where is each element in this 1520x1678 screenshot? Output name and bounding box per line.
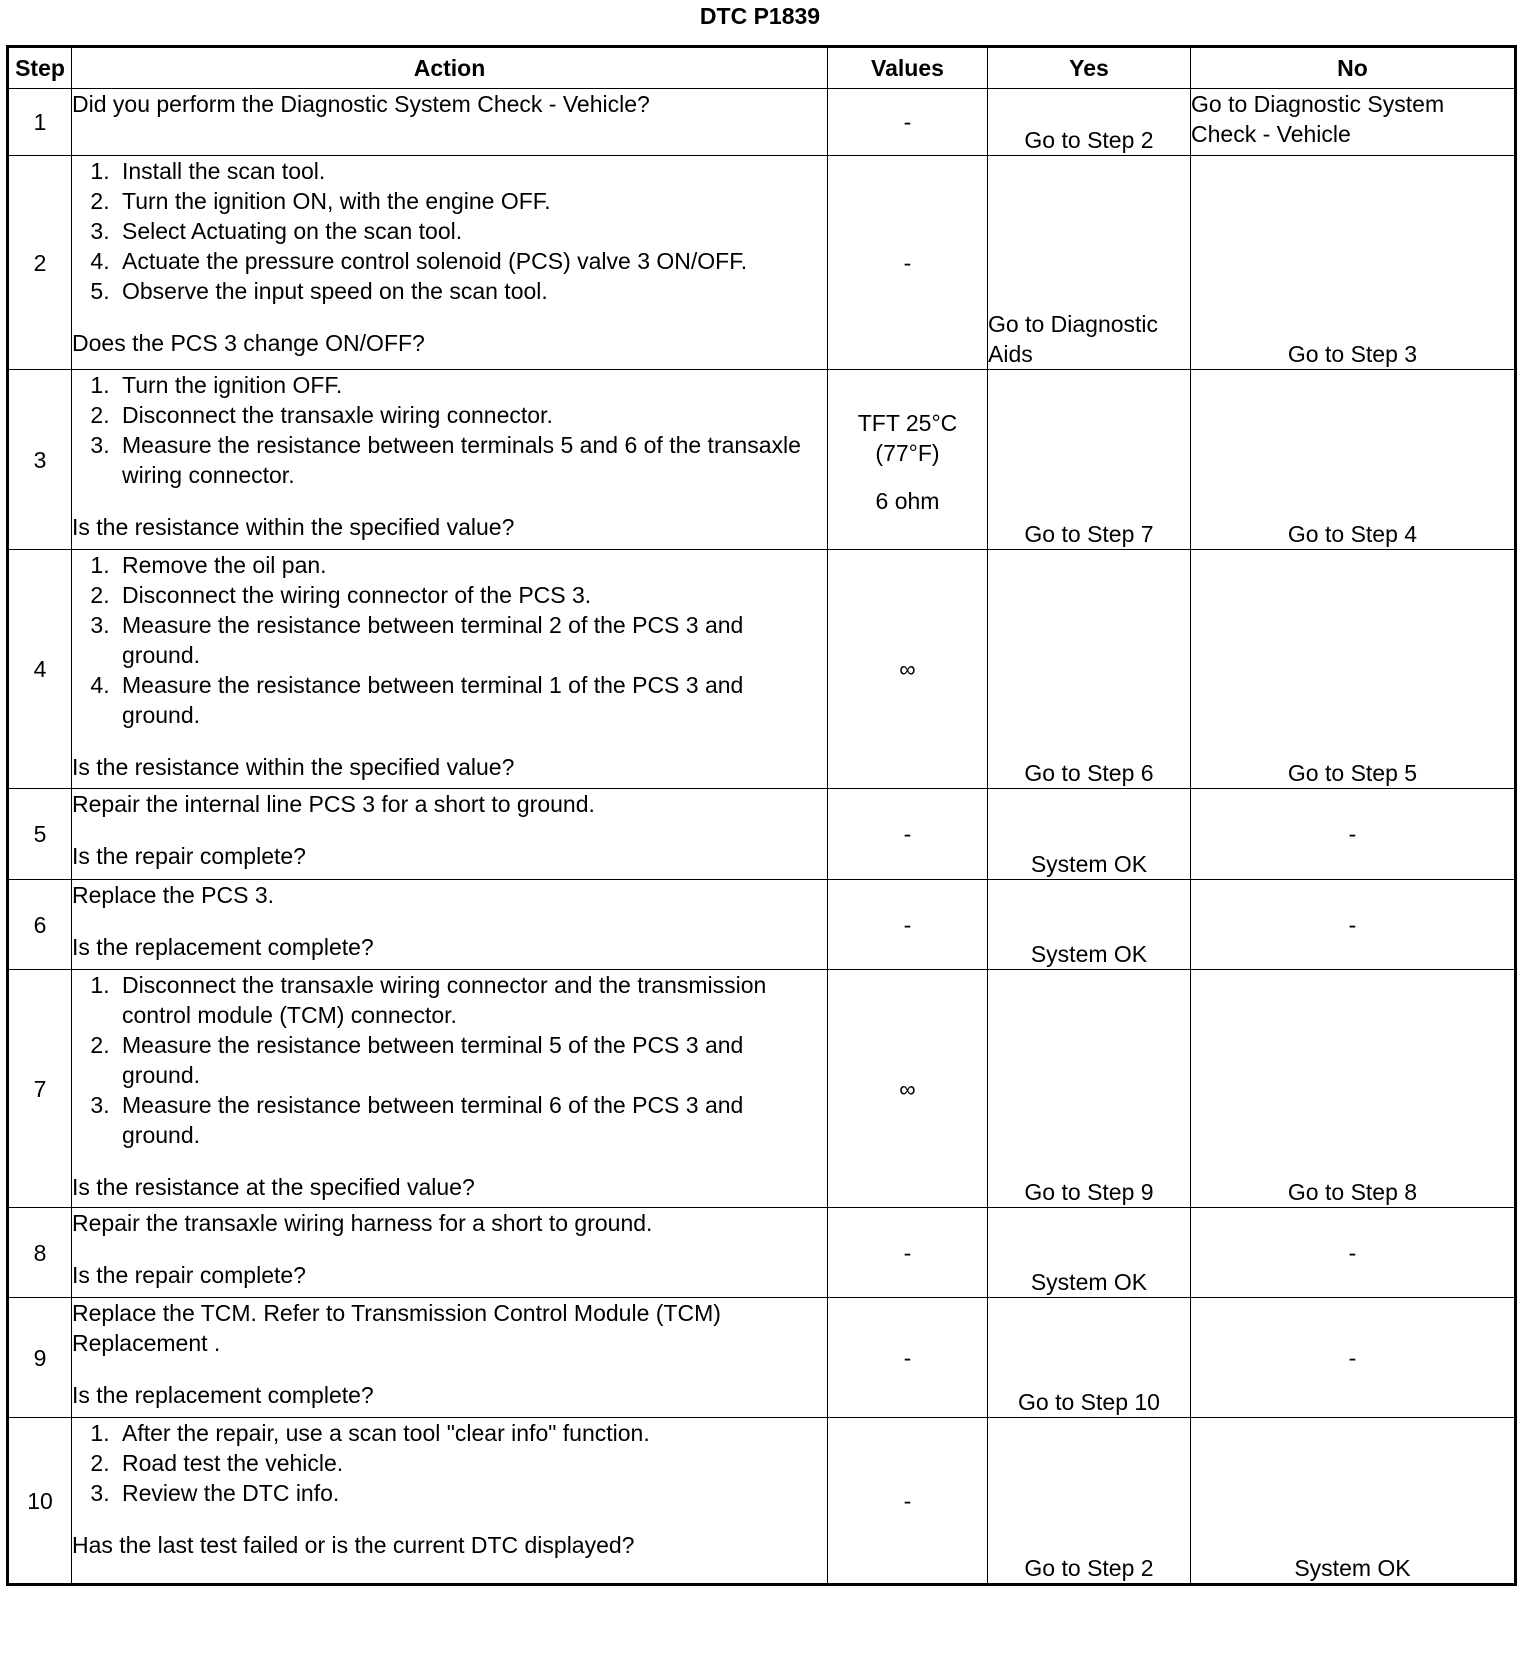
- values-resistance: 6 ohm: [875, 488, 940, 514]
- step-action: [72, 1298, 828, 1418]
- step-number: 5: [8, 789, 72, 880]
- instruction-item: 3. Measure the resistance between terminal 6 of the PCS 3 and ground.: [116, 1090, 827, 1150]
- instruction-item: 5. Observe the input speed on the scan tool.: [116, 276, 827, 306]
- step-values: -: [828, 1418, 988, 1585]
- table-row: [8, 880, 1516, 970]
- table-row: [8, 550, 1516, 789]
- step-action: [72, 970, 828, 1208]
- header-values: Values: [828, 47, 988, 89]
- yes-outcome: Go to Step 6: [988, 550, 1191, 789]
- header-no: No: [1191, 47, 1516, 89]
- step-question: Has the last test failed or is the current DTC displayed?: [72, 1532, 635, 1558]
- instruction-item: 1. Disconnect the transaxle wiring connector and the transmission control module (TCM) connector.: [116, 970, 827, 1030]
- step-action: [72, 550, 828, 789]
- step-action: [72, 156, 828, 370]
- step-values: -: [828, 89, 988, 156]
- step-values: -: [828, 880, 988, 970]
- instruction-list: [72, 970, 827, 1150]
- action-text: Repair the transaxle wiring harness for a short to ground.: [72, 1210, 653, 1236]
- step-values: -: [828, 156, 988, 370]
- step-values: ∞: [828, 970, 988, 1208]
- no-outcome: Go to Step 4: [1191, 370, 1516, 550]
- no-outcome: -: [1191, 880, 1516, 970]
- step-values: -: [828, 1298, 988, 1418]
- table-row: [8, 156, 1516, 370]
- no-outcome: Go to Diagnostic System Check - Vehicle: [1191, 89, 1516, 156]
- step-number: 3: [8, 370, 72, 550]
- table-row: [8, 1298, 1516, 1418]
- instruction-item: 2. Disconnect the transaxle wiring connector.: [116, 400, 827, 430]
- instruction-item: 4. Measure the resistance between terminal 1 of the PCS 3 and ground.: [116, 670, 827, 730]
- instruction-item: 3. Select Actuating on the scan tool.: [116, 216, 827, 246]
- instruction-item: 2. Measure the resistance between terminal 5 of the PCS 3 and ground.: [116, 1030, 827, 1090]
- step-question: Is the resistance within the specified value?: [72, 514, 515, 540]
- action-text: Did you perform the Diagnostic System Check - Vehicle?: [72, 91, 650, 117]
- step-question: Is the resistance at the specified value?: [72, 1174, 475, 1200]
- yes-outcome: Go to Step 2: [988, 89, 1191, 156]
- instruction-item: 1. After the repair, use a scan tool "clear info" function.: [116, 1418, 827, 1448]
- yes-outcome: Go to Step 2: [988, 1418, 1191, 1585]
- instruction-list: [72, 370, 827, 490]
- instruction-list: [72, 1418, 827, 1508]
- yes-outcome: Go to Step 10: [988, 1298, 1191, 1418]
- no-outcome: System OK: [1191, 1418, 1516, 1585]
- page-title: DTC P1839: [699, 3, 821, 29]
- step-number: 4: [8, 550, 72, 789]
- instruction-item: 4. Actuate the pressure control solenoid (PCS) valve 3 ON/OFF.: [116, 246, 827, 276]
- yes-outcome: System OK: [988, 880, 1191, 970]
- header-yes: Yes: [988, 47, 1191, 89]
- table-row: [8, 1418, 1516, 1585]
- step-values: ∞: [828, 550, 988, 789]
- table-row: [8, 370, 1516, 550]
- step-action: [72, 880, 828, 970]
- yes-outcome: Go to Step 7: [988, 370, 1191, 550]
- step-question: Is the resistance within the specified value?: [72, 754, 515, 780]
- no-outcome: -: [1191, 1208, 1516, 1298]
- header-action: Action: [72, 47, 828, 89]
- no-outcome: -: [1191, 1298, 1516, 1418]
- step-values: [828, 370, 988, 550]
- step-question: Is the replacement complete?: [72, 934, 374, 960]
- instruction-item: 3. Review the DTC info.: [116, 1478, 827, 1508]
- table-row: [8, 789, 1516, 880]
- step-number: 1: [8, 89, 72, 156]
- step-number: 10: [8, 1418, 72, 1585]
- step-action: [72, 89, 828, 156]
- instruction-item: 1. Turn the ignition OFF.: [116, 370, 827, 400]
- action-text: Replace the PCS 3.: [72, 882, 275, 908]
- step-number: 2: [8, 156, 72, 370]
- step-action: [72, 370, 828, 550]
- yes-outcome: Go to Diagnostic Aids: [988, 156, 1191, 370]
- step-question: Is the repair complete?: [72, 1262, 306, 1288]
- instruction-list: [72, 550, 827, 730]
- table-row: [8, 89, 1516, 156]
- table-row: [8, 1208, 1516, 1298]
- values-temperature: TFT 25°C (77°F): [857, 410, 958, 466]
- action-text: Repair the internal line PCS 3 for a short to ground.: [72, 791, 595, 817]
- yes-outcome: System OK: [988, 789, 1191, 880]
- instruction-item: 3. Measure the resistance between terminals 5 and 6 of the transaxle wiring connector.: [116, 430, 827, 490]
- instruction-item: 1. Install the scan tool.: [116, 156, 827, 186]
- diagnostic-table: [6, 45, 1517, 1586]
- step-number: 7: [8, 970, 72, 1208]
- instruction-item: 3. Measure the resistance between terminal 2 of the PCS 3 and ground.: [116, 610, 827, 670]
- header-step: Step: [8, 47, 72, 89]
- no-outcome: -: [1191, 789, 1516, 880]
- step-number: 6: [8, 880, 72, 970]
- yes-outcome: System OK: [988, 1208, 1191, 1298]
- instruction-list: [72, 156, 827, 306]
- step-action: [72, 1418, 828, 1585]
- step-question: Is the repair complete?: [72, 843, 306, 869]
- instruction-item: 2. Turn the ignition ON, with the engine OFF.: [116, 186, 827, 216]
- no-outcome: Go to Step 5: [1191, 550, 1516, 789]
- yes-outcome: Go to Step 9: [988, 970, 1191, 1208]
- step-values: -: [828, 789, 988, 880]
- instruction-item: 2. Road test the vehicle.: [116, 1448, 827, 1478]
- action-text: Replace the TCM. Refer to Transmission Control Module (TCM) Replacement .: [72, 1300, 721, 1356]
- no-outcome: Go to Step 3: [1191, 156, 1516, 370]
- table-row: [8, 970, 1516, 1208]
- step-action: [72, 789, 828, 880]
- step-number: 8: [8, 1208, 72, 1298]
- table-header-row: [8, 47, 1516, 89]
- no-outcome: Go to Step 8: [1191, 970, 1516, 1208]
- instruction-item: 2. Disconnect the wiring connector of the PCS 3.: [116, 580, 827, 610]
- step-action: [72, 1208, 828, 1298]
- instruction-item: 1. Remove the oil pan.: [116, 550, 827, 580]
- step-values: -: [828, 1208, 988, 1298]
- step-question: Is the replacement complete?: [72, 1382, 374, 1408]
- step-number: 9: [8, 1298, 72, 1418]
- step-question: Does the PCS 3 change ON/OFF?: [72, 330, 425, 356]
